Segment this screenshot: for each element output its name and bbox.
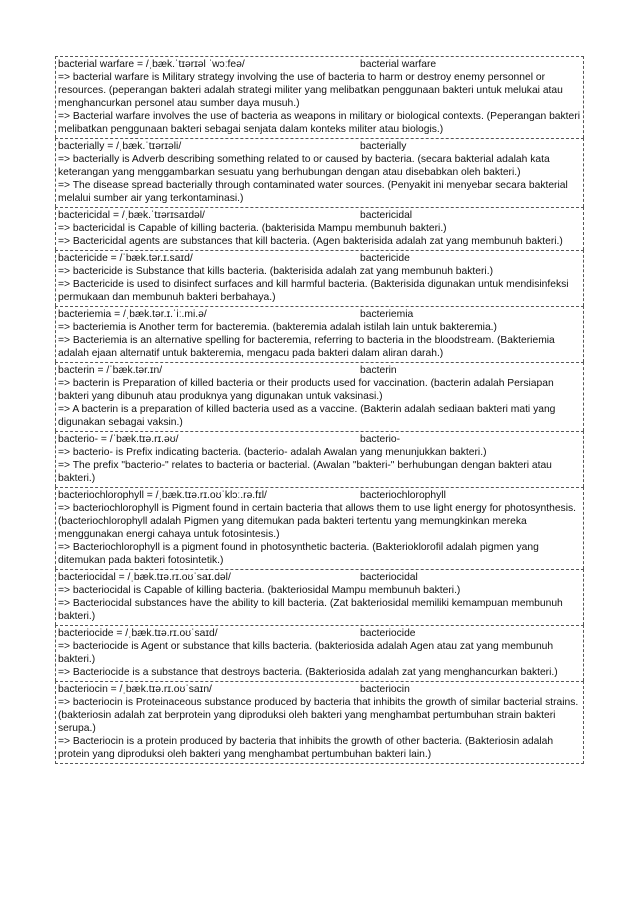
example: => Bacterial warfare involves the use of bacteria as weapons in military or biological contexts. (Peperangan bakteri melibatkan penggunaan bakteri sebagai senjata dalam konteks militer atau biologis.) xyxy=(58,111,580,135)
entry-header xyxy=(58,571,581,584)
definition: => bacterially is Adverb describing something related to or caused by bacteria. (secara bakterial adalah kata keterangan yang menggambarkan sesuatu yang berhubungan dengan atau disebabkan oleh bakteri.) xyxy=(58,154,550,178)
entry-bacterio-prefix xyxy=(55,431,584,487)
dictionary-page xyxy=(55,56,584,764)
pronunciation: bacteriochlorophyll = /ˌbæk.tɪə.rɪ.oʊˈklɔː.rə.fɪl/ xyxy=(58,490,267,501)
example: => Bacteriochlorophyll is a pigment found in photosynthetic bacteria. (Bakterioklorofil adalah pigmen yang ditemukan pada bakteri fotosintetik.) xyxy=(58,542,539,566)
definition: => bacterin is Preparation of killed bacteria or their products used for vaccination. (bacterin adalah Persiapan bakteri yang dibunuh atau produknya yang digunakan untuk vaksinasi.) xyxy=(58,378,554,402)
definition: => bacteriemia is Another term for bacteremia. (bakteremia adalah istilah lain untuk bakteremia.) xyxy=(58,322,497,333)
headword: bactericidal xyxy=(360,210,413,221)
headword: bacteriemia xyxy=(360,309,414,320)
example: => Bacteriocidal substances have the ability to kill bacteria. (Zat bakteriosidal memiliki kemampuan membunuh bakteri.) xyxy=(58,598,563,622)
pronunciation: bacterio- = /ˈbæk.tɪə.rɪ.əʊ/ xyxy=(58,434,179,445)
entry-header xyxy=(58,489,581,502)
headword: bacteriocidal xyxy=(360,572,418,583)
entry-bacteriemia xyxy=(55,306,584,362)
pronunciation: bacteriemia = /ˌbæk.tər.ɪ.ˈiː.mi.ə/ xyxy=(58,309,207,320)
entry-bacterially xyxy=(55,138,584,207)
entry-header xyxy=(58,433,581,446)
entry-header xyxy=(58,140,581,153)
entry-header xyxy=(58,209,581,222)
entry-bacterial-warfare xyxy=(55,56,584,138)
definition: => bacteriocidal is Capable of killing bacteria. (bakteriosidal Mampu membunuh bakteri.) xyxy=(58,585,461,596)
headword: bacteriocin xyxy=(360,684,410,695)
entry-header xyxy=(58,364,581,377)
definition: => bacteriocin is Proteinaceous substance produced by bacteria that inhibits the growth of similar bacterial strains. (bakteriosin adalah zat berprotein yang diproduksi oleh bakteri yang menghambat pertumbuhan strain bakteri serupa.) xyxy=(58,697,579,734)
example: => The prefix "bacterio-" relates to bacteria or bacterial. (Awalan "bakteri-" berhubungan dengan bakteri atau bakteri.) xyxy=(58,460,552,484)
pronunciation: bactericidal = /ˌbæk.ˈtɪərɪsaɪdəl/ xyxy=(58,210,205,221)
definition: => bactericidal is Capable of killing bacteria. (bakterisida Mampu membunuh bakteri.) xyxy=(58,223,447,234)
example: => The disease spread bacterially through contaminated water sources. (Penyakit ini menyebar secara bakterial melalui sumber air yang terkontaminasi.) xyxy=(58,180,568,204)
example: => Bacteriocin is a protein produced by bacteria that inhibits the growth of other bacteria. (Bakteriosin adalah protein yang diproduksi oleh bakteri yang menghambat pertumbuhan bakteri lain.) xyxy=(58,736,554,760)
headword: bacterially xyxy=(360,141,407,152)
definition: => bacteriochlorophyll is Pigment found in certain bacteria that allows them to use light energy for photosynthesis. (bacteriochlorophyll adalah Pigmen yang ditemukan pada bakteri tertentu yang memungkinkan mereka menggunakan energi cahaya untuk fotosintesis.) xyxy=(58,503,576,540)
entry-header xyxy=(58,308,581,321)
definition: => bactericide is Substance that kills bacteria. (bakterisida adalah zat yang membunuh bakteri.) xyxy=(58,266,493,277)
headword: bacteriocide xyxy=(360,628,416,639)
entry-header xyxy=(58,683,581,696)
headword: bacteriochlorophyll xyxy=(360,490,446,501)
example: => Bactericide is used to disinfect surfaces and kill harmful bacteria. (Bakterisida digunakan untuk mendisinfeksi permukaan dan membunuh bakteri berbahaya.) xyxy=(58,279,569,303)
entry-bacterin xyxy=(55,362,584,431)
pronunciation: bactericide = /ˈbæk.tər.ɪ.saɪd/ xyxy=(58,253,193,264)
pronunciation: bacterin = /ˈbæk.tər.ɪn/ xyxy=(58,365,163,376)
headword: bacterial warfare xyxy=(360,59,437,70)
pronunciation: bacterially = /ˌbæk.ˈtɪərɪəli/ xyxy=(58,141,182,152)
definition: => bacteriocide is Agent or substance that kills bacteria. (bakteriosida adalah Agen atau zat yang membunuh bakteri.) xyxy=(58,641,554,665)
example: => Bacteriemia is an alternative spelling for bacteremia, referring to bacteria in the bloodstream. (Bakteriemia adalah ejaan alternatif untuk bakteremia, mengacu pada bakteri dalam aliran darah.) xyxy=(58,335,555,359)
definition: => bacterial warfare is Military strategy involving the use of bacteria to harm or destroy enemy personnel or resources. (peperangan bakteri adalah strategi militer yang melibatkan penggunaan bakteri untuk melukai atau menghancurkan personel atau sumber daya musuh.) xyxy=(58,72,563,109)
entry-bacteriochlorophyll xyxy=(55,487,584,569)
definition: => bacterio- is Prefix indicating bacteria. (bacterio- adalah Awalan yang menunjukkan bakteri.) xyxy=(58,447,487,458)
entry-bacteriocin xyxy=(55,681,584,764)
entry-bacteriocidal xyxy=(55,569,584,625)
pronunciation: bacteriocide = /ˌbæk.tɪə.rɪ.oʊˈsaɪd/ xyxy=(58,628,218,639)
example: => Bactericidal agents are substances that kill bacteria. (Agen bakterisida adalah zat yang membunuh bakteri.) xyxy=(58,236,563,247)
pronunciation: bacteriocidal = /ˌbæk.tɪə.rɪ.oʊˈsaɪ.dəl/ xyxy=(58,572,231,583)
headword: bacterio- xyxy=(360,434,401,445)
headword: bacterin xyxy=(360,365,397,376)
entry-header xyxy=(58,252,581,265)
pronunciation: bacteriocin = /ˌbæk.tɪə.rɪ.oʊˈsaɪn/ xyxy=(58,684,212,695)
pronunciation: bacterial warfare = /ˌbæk.ˈtɪərɪəl ˈwɔːfeə/ xyxy=(58,59,245,70)
entry-header xyxy=(58,58,581,71)
entry-bactericide xyxy=(55,250,584,306)
example: => Bacteriocide is a substance that destroys bacteria. (Bakteriosida adalah zat yang menghancurkan bakteri.) xyxy=(58,667,558,678)
headword: bactericide xyxy=(360,253,410,264)
example: => A bacterin is a preparation of killed bacteria used as a vaccine. (Bakterin adalah sediaan bakteri mati yang digunakan sebagai vaksin.) xyxy=(58,404,556,428)
entry-bacteriocide xyxy=(55,625,584,681)
entry-bactericidal xyxy=(55,207,584,250)
entry-header xyxy=(58,627,581,640)
